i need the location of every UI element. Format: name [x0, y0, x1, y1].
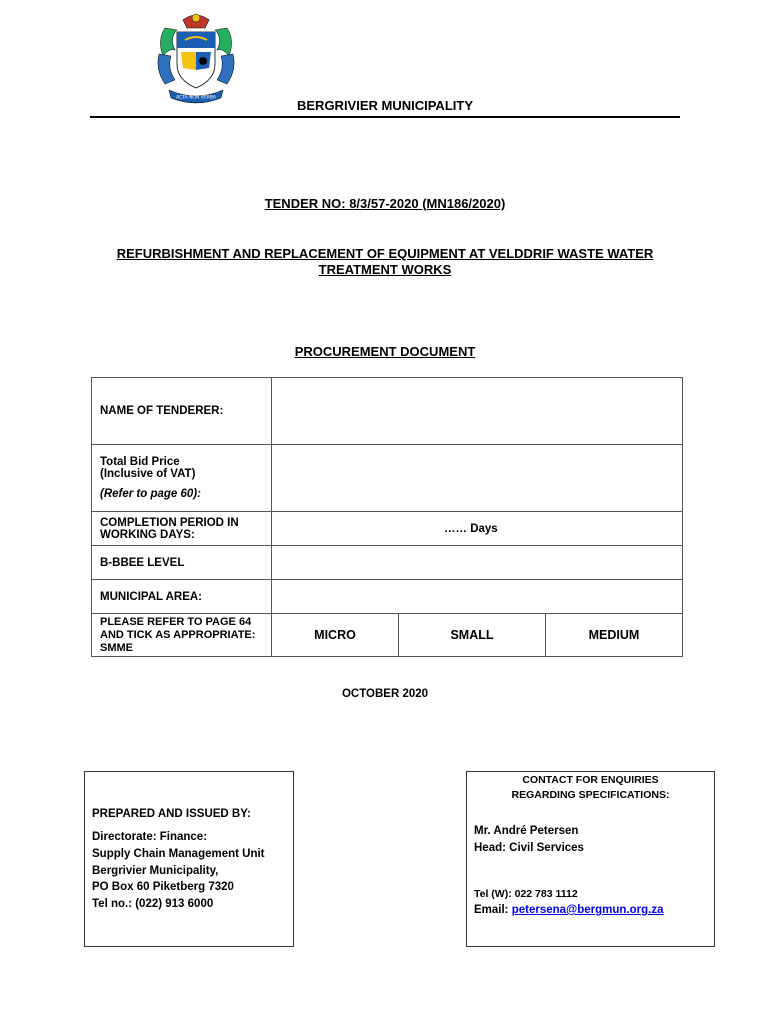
prepared-line-2: Supply Chain Management Unit — [92, 848, 265, 860]
contact-email-label: Email: — [474, 904, 512, 916]
prepared-line-5: Tel no.: (022) 913 6000 — [92, 898, 214, 910]
tender-form-table — [91, 377, 683, 657]
document-date: OCTOBER 2020 — [341, 688, 429, 700]
bid-price-field[interactable] — [272, 445, 683, 512]
smme-option-small[interactable]: SMALL — [399, 614, 546, 657]
contact-heading-line1: CONTACT FOR ENQUIRIES — [522, 774, 659, 786]
completion-period-label: COMPLETION PERIOD IN WORKING DAYS: — [92, 512, 272, 546]
smme-option-micro[interactable]: MICRO — [272, 614, 399, 657]
contact-heading-line2: REGARDING SPECIFICATIONS: — [511, 789, 670, 801]
project-title: REFURBISHMENT AND REPLACEMENT OF EQUIPMENT AT VELDDRIF WASTE WATER TREATMENT WORKS — [116, 246, 654, 277]
contact-title: Head: Civil Services — [474, 842, 584, 854]
contact-email-link[interactable]: petersena@bergmun.org.za — [511, 904, 664, 916]
header-divider — [90, 116, 680, 118]
municipality-title: BERGRIVIER MUNICIPALITY — [297, 98, 473, 113]
bid-price-label — [92, 445, 272, 512]
prepared-line-1: Directorate: Finance: — [92, 831, 208, 843]
prepared-line-4: PO Box 60 Piketberg 7320 — [92, 881, 234, 893]
municipal-area-label: MUNICIPAL AREA: — [92, 580, 272, 614]
smme-label: PLEASE REFER TO PAGE 64 AND TICK AS APPROPRIATE: SMME — [92, 614, 272, 657]
bbbee-level-field[interactable] — [272, 546, 683, 580]
tender-number: TENDER NO: 8/3/57-2020 (MN186/2020) — [264, 196, 506, 211]
contact-name: Mr. André Petersen — [474, 825, 579, 837]
municipal-crest-logo — [155, 10, 237, 106]
prepared-by-heading: PREPARED AND ISSUED BY: — [92, 808, 251, 820]
tenderer-name-label: NAME OF TENDERER: — [92, 378, 272, 445]
tenderer-name-field[interactable] — [272, 378, 683, 445]
contact-tel: Tel (W): 022 783 1112 — [474, 888, 578, 900]
municipal-area-field[interactable] — [272, 580, 683, 614]
document-type: PROCUREMENT DOCUMENT — [294, 344, 476, 359]
completion-period-field[interactable]: …… Days — [272, 512, 683, 546]
contact-email-row — [474, 902, 664, 919]
bbbee-level-label: B-BBEE LEVEL — [92, 546, 272, 580]
bid-price-label-line1: Total Bid Price — [100, 456, 180, 468]
bid-price-note: (Refer to page 60): — [100, 488, 201, 500]
crest-motto: ACTA NON VERBA — [176, 95, 216, 101]
bid-price-label-line2: (Inclusive of VAT) — [100, 468, 196, 480]
smme-option-medium[interactable]: MEDIUM — [546, 614, 683, 657]
prepared-line-3: Bergrivier Municipality, — [92, 865, 219, 877]
